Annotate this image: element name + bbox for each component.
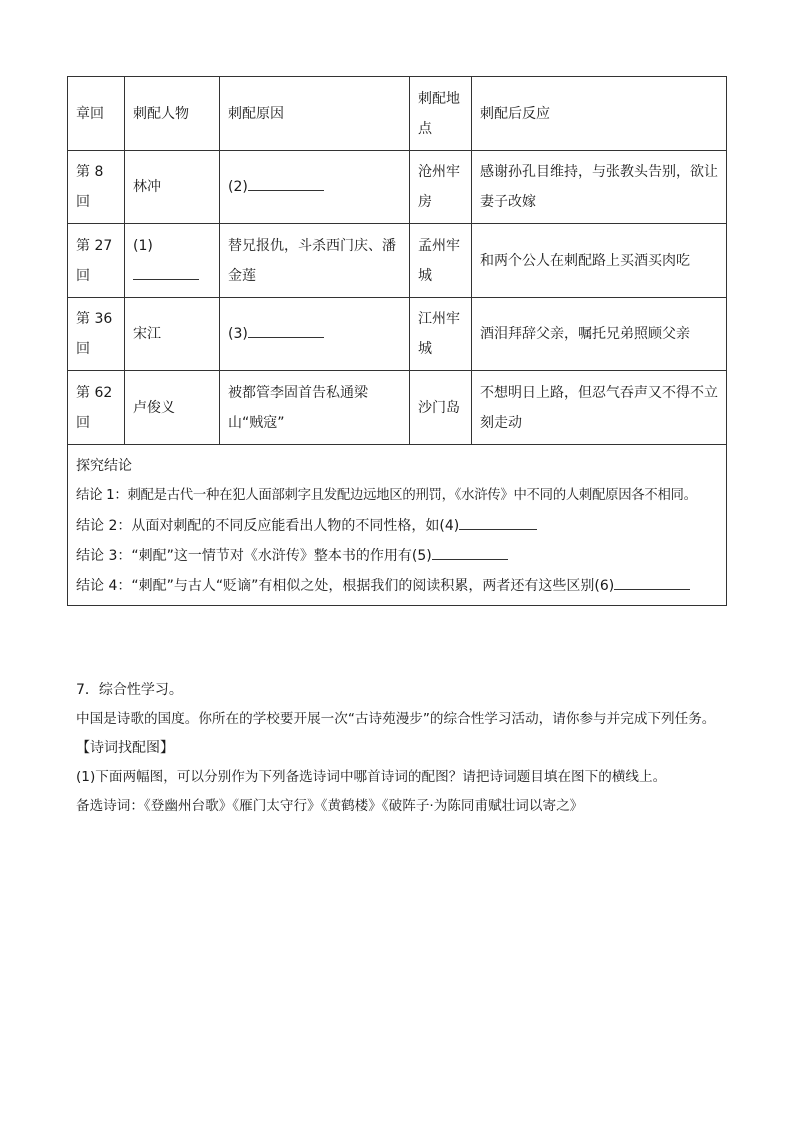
conclusion-3 (76, 541, 718, 571)
row-person: 宋江 (125, 298, 220, 371)
row-place: 孟州牢城 (410, 224, 472, 298)
section-7-intro: 中国是诗歌的国度。你所在的学校要开展一次“古诗苑漫步”的综合性学习活动，请你参与并完成下列任务。 (76, 711, 716, 727)
row-chapter: 第 62 回 (68, 371, 125, 445)
header-reaction: 刺配后反应 (472, 77, 727, 151)
header-chapter: 章回 (68, 77, 125, 151)
blank-number: (1) (133, 237, 153, 254)
conclusion-2 (76, 511, 718, 541)
row-place: 沙门岛 (410, 371, 472, 445)
section-7-question: (1)下面两幅图，可以分别作为下列备选诗词中哪首诗词的配图？请把诗词题目填在图下的横线上。 (76, 769, 667, 785)
row-reaction: 酒泪拜辞父亲，嘱托兄弟照顾父亲 (472, 298, 727, 371)
blank-number: (2) (228, 179, 248, 195)
answer-blank-3[interactable] (248, 321, 324, 338)
row-chapter: 第 27 回 (68, 224, 125, 298)
table-row (68, 298, 727, 371)
conclusion-4 (76, 571, 718, 601)
row-chapter: 第 36 回 (68, 298, 125, 371)
section-7-options: 备选诗词：《登幽州台歌》《雁门太守行》《黄鹤楼》《破阵子·为陈同甫赋壮词以寄之》 (76, 798, 584, 814)
row-reaction: 不想明日上路，但忍气吞声又不得不立刻走动 (472, 371, 727, 445)
row-reason-blank[interactable] (220, 298, 410, 371)
header-reason: 刺配原因 (220, 77, 410, 151)
row-place: 沧州牢房 (410, 151, 472, 224)
row-person-blank[interactable] (125, 224, 220, 298)
header-person: 刺配人物 (125, 77, 220, 151)
row-reason: 替兄报仇，斗杀西门庆、潘金莲 (220, 224, 410, 298)
blank-number: (3) (228, 326, 248, 342)
row-chapter: 第 8 回 (68, 151, 125, 224)
conclusion-cell (68, 445, 727, 606)
table-row (68, 371, 727, 445)
conclusion-4-text: 结论 4：“刺配”与古人“贬谪”有相似之处，根据我们的阅读积累，两者还有这些区别(6) (76, 578, 615, 594)
answer-blank-2[interactable] (248, 174, 324, 191)
answer-blank-4[interactable] (459, 513, 537, 530)
answer-blank-1[interactable] (133, 263, 199, 280)
section-7 (76, 676, 736, 821)
table-header-row (68, 77, 727, 151)
row-reason: 被都管李固首告私通梁山“贼寇” (220, 371, 410, 445)
answer-blank-5[interactable] (432, 543, 508, 560)
conclusion-row (68, 445, 727, 606)
conclusion-2-text: 结论 2：从面对刺配的不同反应能看出人物的不同性格，如(4) (76, 518, 460, 534)
exile-table (67, 76, 727, 606)
row-person: 林冲 (125, 151, 220, 224)
table-row (68, 151, 727, 224)
row-reaction: 感谢孙孔目维持，与张教头告别，欲让妻子改嫁 (472, 151, 727, 224)
row-reason-blank[interactable] (220, 151, 410, 224)
row-person: 卢俊义 (125, 371, 220, 445)
row-reaction: 和两个公人在刺配路上买酒买肉吃 (472, 224, 727, 298)
conclusion-1: 结论 1：刺配是古代一种在犯人面部刺字且发配边远地区的刑罚，《水浒传》中不同的人刺配原因各不相同。 (76, 488, 697, 503)
row-place: 江州牢城 (410, 298, 472, 371)
section-7-task-title: 【诗词找配图】 (76, 740, 174, 756)
section-7-heading: 7．综合性学习。 (76, 682, 183, 698)
header-place: 刺配地点 (410, 77, 472, 151)
answer-blank-6[interactable] (614, 573, 690, 590)
conclusion-title: 探究结论 (76, 458, 132, 474)
conclusion-3-text: 结论 3：“刺配”这一情节对《水浒传》整本书的作用有(5) (76, 548, 432, 564)
table-row (68, 224, 727, 298)
